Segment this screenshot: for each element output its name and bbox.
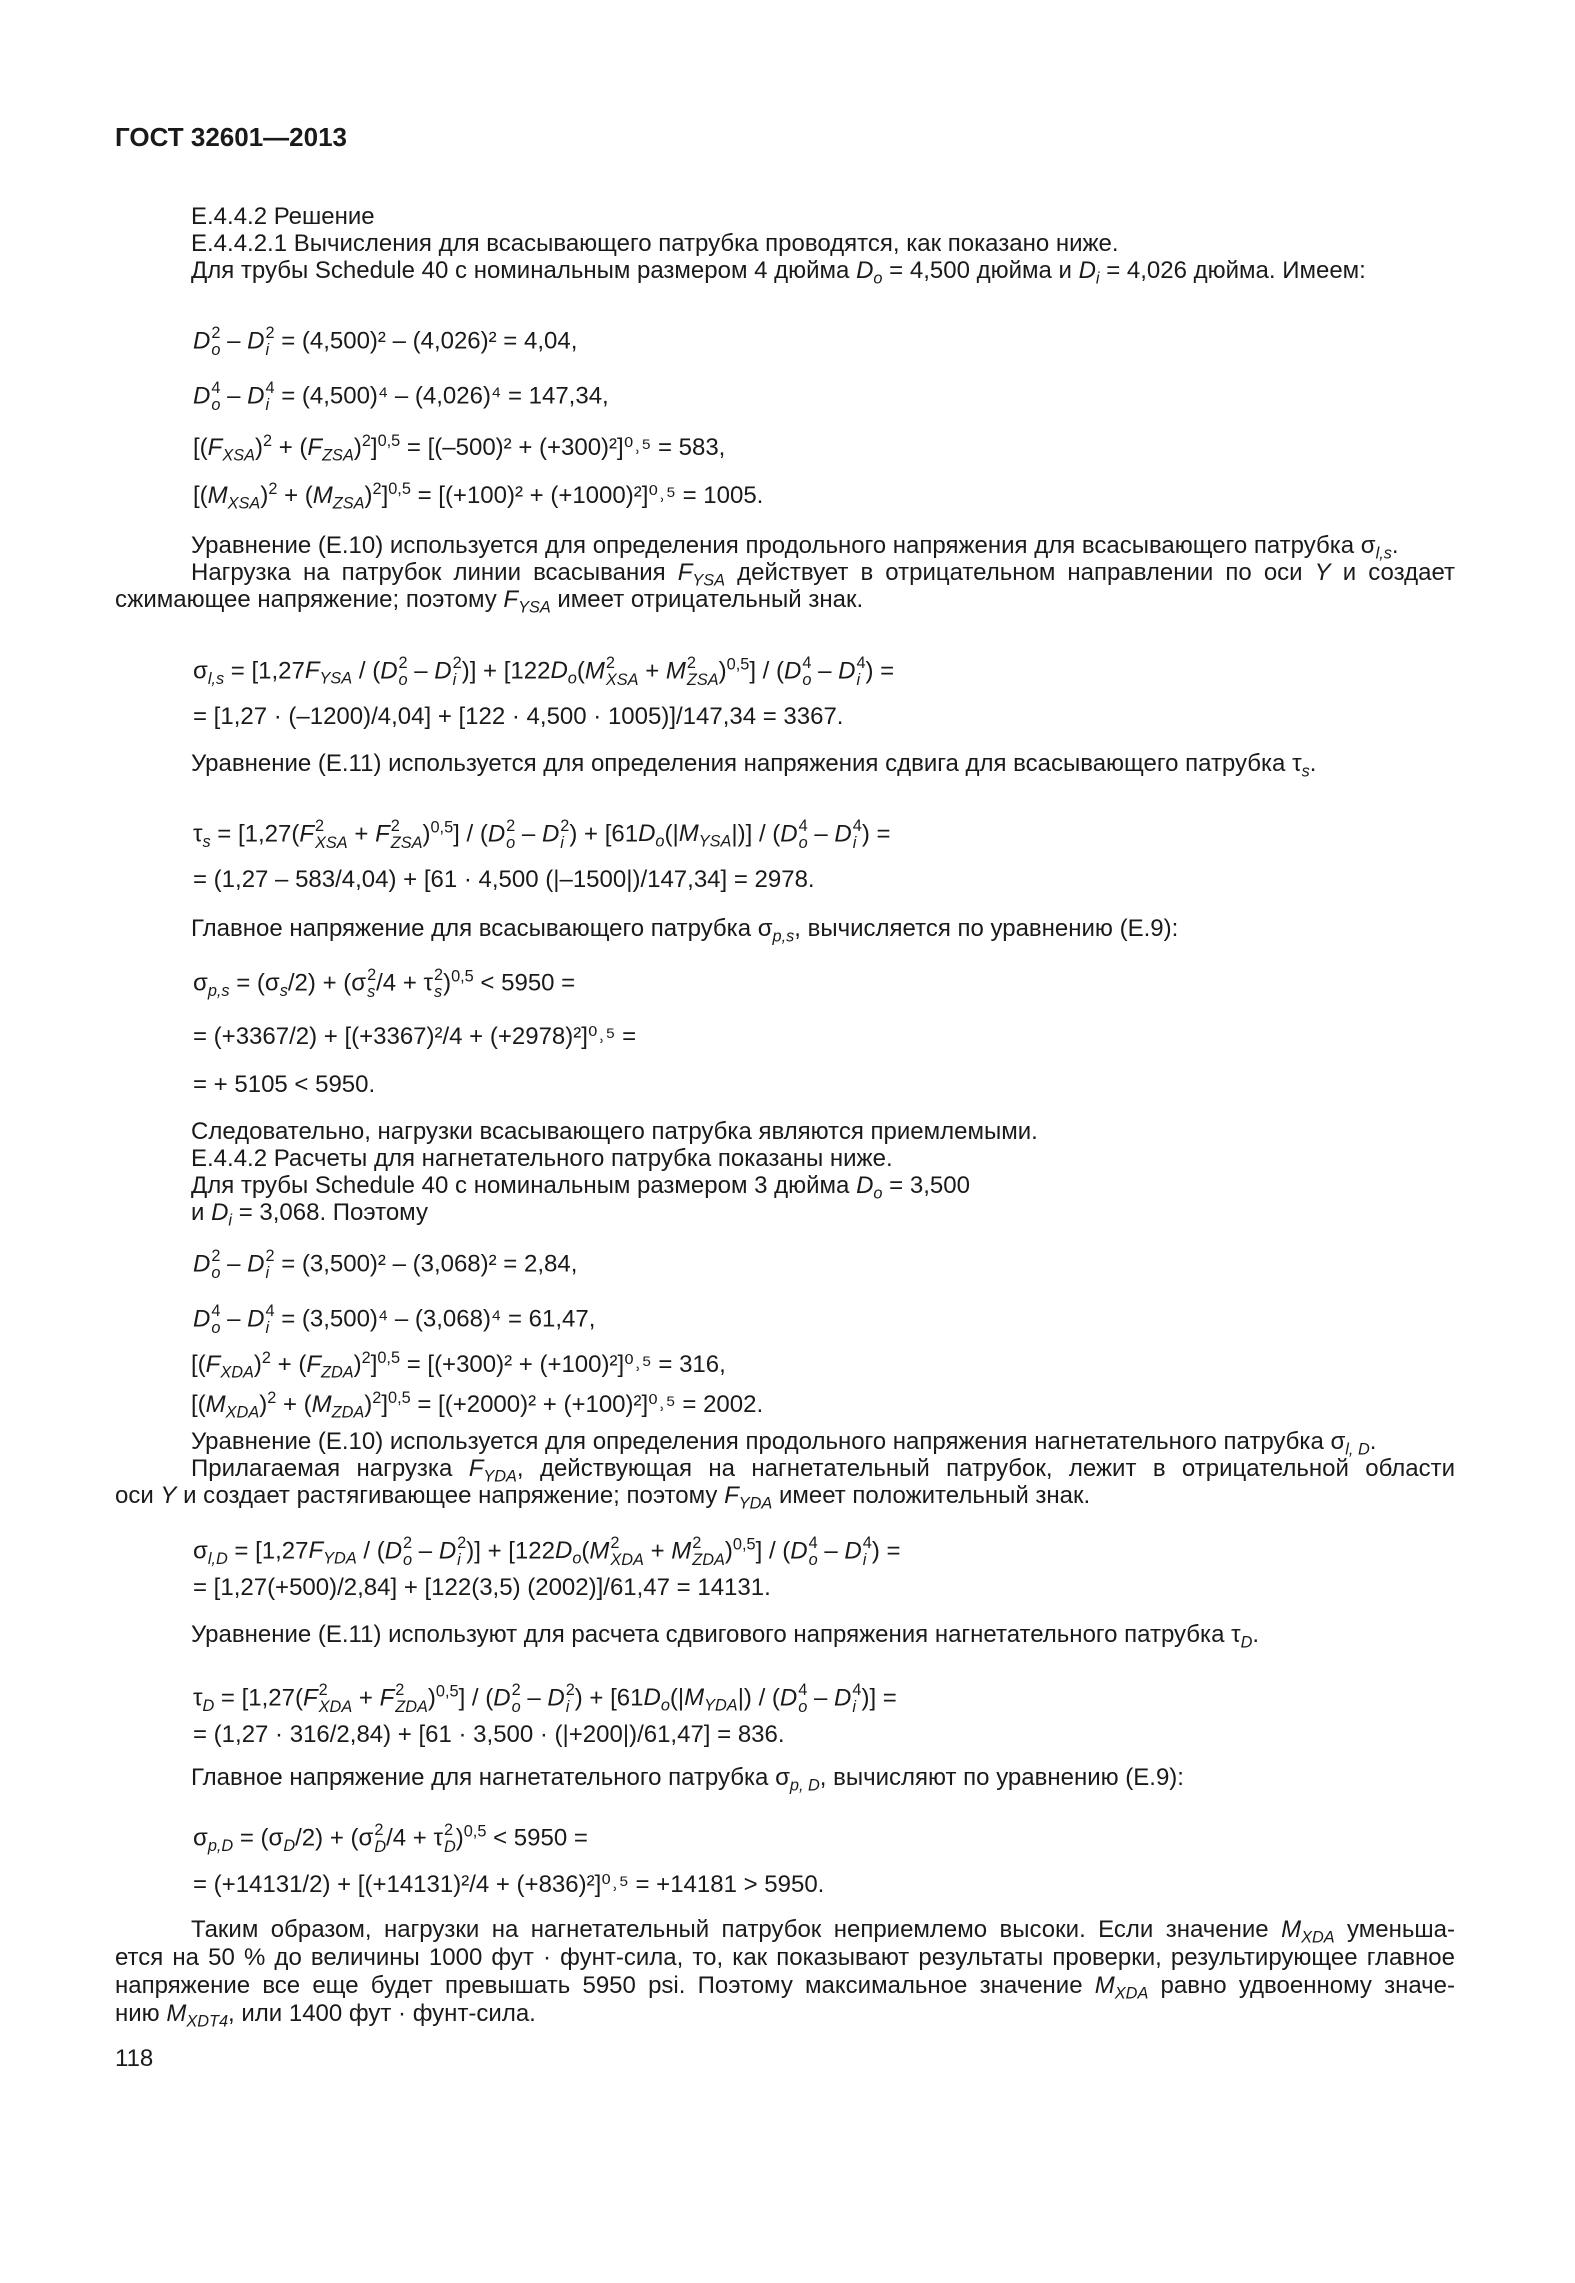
paragraph: Главное напряжение для всасывающего патрубка $\sigma_{p,s}$, вычисляется по уравнению (Е.9): xyxy=(191,915,1179,946)
document-header: ГОСТ 32601—2013 xyxy=(115,122,347,152)
paragraph: Уравнение (Е.10) используется для определения продольного напряжения нагнетательного патрубка $\sigma_{l, D}$. xyxy=(191,1428,1377,1459)
paragraph: Главное напряжение для нагнетательного патрубка $\sigma_{p, D}$, вычисляют по уравнению (Е.9): xyxy=(191,1764,1184,1795)
paragraph: Для трубы Schedule 40 с номинальным размером 4 дюйма $D_o = 4,500$ дюйма и $D_i = 4,026$ дюйма. Имеем: xyxy=(191,257,1366,288)
equation: $\sigma_{l,s} = [1,27F_{YSA} / (D$ 2 o – D 2 i )] + [$122D_o(M$ 2 XSA + M 2 ZSA )$^{0,5}$] / (D 4 o – D 4 i ) = xyxy=(193,654,895,690)
equation: $\sigma_{p,s} = (\sigma_s/2) + (\sigma$ 2 s /4 + τ 2 s )$^{0,5}$ < 5950 = xyxy=(193,966,576,1002)
equation: $\sigma_{p,D} = (\sigma_D/2) + (\sigma$ 2 D /4 + τ 2 D )$^{0,5}$ < 5950 = xyxy=(193,1821,588,1857)
paragraph: Уравнение (Е.10) используется для определения продольного напряжения для всасывающего патрубка $\sigma_{l,s}$. xyxy=(191,532,1399,563)
paragraph: ется на 50 % до величины 1000 фут · фунт-сила, то, как показывают результаты проверки, результирующее главное xyxy=(115,1944,1455,1971)
paragraph: оси Y и создает растягивающее напряжение; поэтому $F_{YDA}$ имеет положительный знак. xyxy=(115,1482,1091,1513)
equation: = (1,27 · 316/2,84) + [61 · 3,500 · (|+200|)/61,47] = 836. xyxy=(193,1721,785,1748)
paragraph: Уравнение (Е.11) используется для определения напряжения сдвига для всасывающего патрубка $\tau_s$. xyxy=(191,750,1317,781)
equation: $[(F_{XSA})^2 + (F_{ZSA})^2]^{0,5} = [(-500)^2$ + (+300)²]⁰˒⁵ = 583, xyxy=(193,432,726,465)
equation: $[(M_{XDA})^2 + (M_{ZDA})^2]^{0,5} = [(+2000)^2$ + (+100)²]⁰˒⁵ = 2002. xyxy=(191,1389,764,1422)
paragraph: Для трубы Schedule 40 с номинальным размером 3 дюйма $D_o = 3,500$ xyxy=(191,1172,970,1203)
equation: = [1,27(+500)/2,84] + [122(3,5) (2002)]/61,47 = 14131. xyxy=(193,1574,771,1601)
paragraph: Уравнение (Е.11) используют для расчета сдвигового напряжения нагнетательного патрубка $\tau_D$. xyxy=(191,1621,1260,1652)
equation: = (1,27 – 583/4,04) + [61 · 4,500 (|–1500|)/147,34] = 2978. xyxy=(193,866,815,893)
section-heading: Е.4.4.2 Решение xyxy=(191,203,375,230)
equation: = (+14131/2) + [(+14131)²/4 + (+836)²]⁰˒⁵ = +14181 > 5950. xyxy=(193,1871,825,1898)
equation: $\tau_D = [1,27(F$ 2 XDA + F 2 ZDA )$^{0,5}$] / (D 2 o – D 2 i ) + [$61D_o(|M_{YDA}|) / (D$ 4 o – D 4 i )] = xyxy=(193,1681,897,1717)
equation: = [1,27 · (–1200)/4,04] + [122 · 4,500 · 1005)]/147,34 = 3367. xyxy=(193,703,844,730)
paragraph: напряжение все еще будет превышать 5950 psi. Поэтому максимальное значение $M_{XDA}$ равно удвоенному значе- xyxy=(115,1972,1455,2003)
paragraph: Е.4.4.2.1 Вычисления для всасывающего патрубка проводятся, как показано ниже. xyxy=(191,230,1119,257)
equation: = (+3367/2) + [(+3367)²/4 + (+2978)²]⁰˒⁵ = xyxy=(193,1023,637,1050)
page-number: 118 xyxy=(115,2045,154,2072)
paragraph: Следовательно, нагрузки всасывающего патрубка являются приемлемыми. xyxy=(191,1118,1038,1145)
paragraph: Таким образом, нагрузки на нагнетательный патрубок неприемлемо высоки. Если значение $M_{XDA}$ уменьша- xyxy=(191,1916,1455,1947)
equation: D 2 o – D 2 i = (3,500)² – (3,068)² = 2,84, xyxy=(193,1247,578,1283)
paragraph: нию $M_{XDT4}$, или 1400 фут · фунт-сила. xyxy=(115,2000,536,2031)
paragraph: и $D_i = 3,068$. Поэтому xyxy=(191,1199,428,1230)
section-heading: Е.4.4.2 Расчеты для нагнетательного патрубка показаны ниже. xyxy=(191,1145,893,1172)
paragraph: Прилагаемая нагрузка $F_{YDA}$, действующая на нагнетательный патрубок, лежит в отрицательной области xyxy=(191,1455,1455,1486)
paragraph: Нагрузка на патрубок линии всасывания $F_{YSA}$ действует в отрицательном направлении по оси Y и создает xyxy=(191,559,1455,590)
equation: $\tau_s = [1,27(F$ 2 XSA + F 2 ZSA )$^{0,5}$] / (D 2 o – D 2 i ) + $[61D_o(|M_{YSA}|)] / (D$ 4 o – D 4 i ) = xyxy=(193,817,891,853)
equation: D 4 o – D 4 i = (3,500)⁴ – (3,068)⁴ = 61,47, xyxy=(193,1302,596,1338)
equation: $\sigma_{l,D} = [1,27F_{YDA} / (D$ 2 o – D 2 i )] + [$122D_o(M$ 2 XDA + M 2 ZDA )$^{0,5}$] / (D 4 o – D 4 i ) = xyxy=(193,1534,901,1570)
equation: $[(F_{XDA})^2 + (F_{ZDA})^2]^{0,5} = [(+300)^2$ + (+100)²]⁰˒⁵ = 316, xyxy=(191,1349,726,1382)
equation: D 4 o – D 4 i = (4,500)⁴ – (4,026)⁴ = 147,34, xyxy=(193,379,609,415)
equation: $[(M_{XSA})^2 + (M_{ZSA})^2]^{0,5} = [(+100)^2$ + (+1000)²]⁰˒⁵ = 1005. xyxy=(193,480,764,513)
equation: = + 5105 < 5950. xyxy=(193,1071,376,1098)
equation: D 2 o – D 2 i = (4,500)² – (4,026)² = 4,04, xyxy=(193,324,578,360)
paragraph: сжимающее напряжение; поэтому $F_{YSA}$ имеет отрицательный знак. xyxy=(115,586,864,617)
